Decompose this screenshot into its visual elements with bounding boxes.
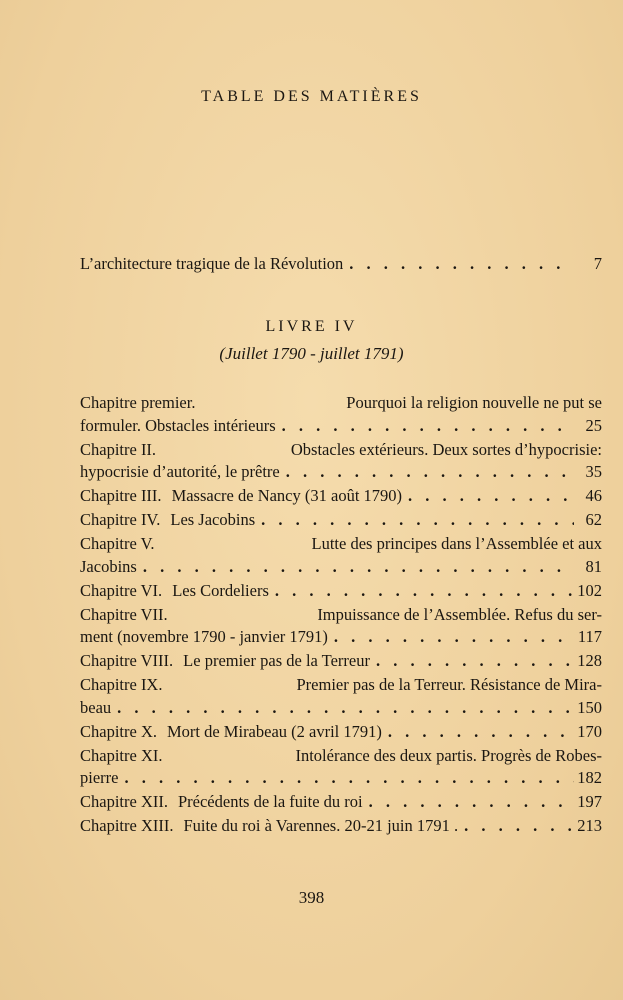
toc-entry — [80, 580, 602, 603]
chapter-title-continued: pierre — [80, 768, 119, 787]
page-title: TABLE DES MATIÈRES — [201, 88, 422, 105]
chapter-page: 102 — [577, 580, 602, 600]
chapter-page: 35 — [585, 462, 602, 481]
toc-entry — [80, 392, 602, 437]
chapter-title: Lutte des principes dans l’Assemblée et aux — [311, 534, 602, 553]
chapter-title-continued: formuler. Obstacles intérieurs — [80, 415, 276, 435]
chapter-page: 170 — [577, 721, 602, 741]
chapter-page: 62 — [585, 510, 602, 529]
dot-leader — [137, 556, 574, 579]
toc-entry — [80, 509, 602, 532]
chapter-title: Fuite du roi à Varennes. 20-21 juin 1791 . — [183, 816, 459, 835]
chapter-title: Le premier pas de la Terreur — [183, 651, 370, 670]
chapter-label: Chapitre premier. — [80, 393, 196, 412]
chapter-label: Chapitre VIII. — [80, 651, 174, 670]
livre-dates: (Juillet 1790 - juillet 1791) — [219, 344, 404, 363]
chapter-label: Chapitre II. — [80, 439, 157, 459]
chapter-page: 150 — [577, 697, 602, 717]
chapter-label: Chapitre XIII. — [80, 816, 174, 835]
chapter-page: 197 — [577, 792, 602, 811]
dot-leader — [343, 254, 574, 274]
chapter-page: 182 — [577, 768, 602, 787]
chapter-page: 81 — [585, 556, 602, 576]
toc-entry — [80, 650, 602, 673]
chapter-label: Chapitre X. — [80, 721, 157, 741]
chapter-title: Les Jacobins — [170, 510, 256, 529]
chapter-title: Les Cordeliers — [172, 580, 269, 600]
chapter-label: Chapitre IV. — [80, 510, 161, 529]
toc-entry — [80, 604, 602, 649]
chapter-title: Obstacles extérieurs. Deux sortes d’hypocrisie: — [290, 439, 602, 459]
chapter-label: Chapitre VII. — [80, 604, 168, 624]
toc-entry — [80, 485, 602, 508]
chapter-title: Mort de Mirabeau (2 avril 1791) — [166, 721, 382, 741]
chapter-title: Massacre de Nancy (31 août 1790) — [171, 486, 403, 505]
dot-leader — [363, 791, 574, 814]
dot-leader — [328, 626, 574, 649]
chapter-label: Chapitre V. — [80, 534, 155, 553]
toc-entry — [80, 674, 602, 719]
toc-entry — [80, 791, 602, 814]
chapter-label: Chapitre IX. — [80, 675, 163, 694]
toc-entry — [80, 533, 602, 578]
intro-entry — [80, 254, 602, 274]
chapter-page: 25 — [585, 415, 602, 435]
chapter-page: 213 — [577, 816, 602, 835]
dot-leader — [111, 697, 574, 720]
chapter-title: Précédents de la fuite du roi — [177, 792, 363, 811]
chapter-title-continued: ment (novembre 1790 - janvier 1791) — [80, 627, 328, 646]
table-of-contents — [80, 392, 602, 839]
dot-leader — [280, 461, 574, 484]
chapter-label: Chapitre XI. — [80, 745, 163, 765]
chapter-page: 117 — [577, 627, 602, 646]
dot-leader — [276, 415, 574, 438]
dot-leader — [255, 509, 574, 532]
toc-entry — [80, 815, 602, 838]
toc-entry — [80, 439, 602, 484]
chapter-title: Premier pas de la Terreur. Résistance de Mira- — [296, 675, 602, 694]
toc-entry — [80, 745, 602, 790]
chapter-title: Pourquoi la religion nouvelle ne put se — [346, 393, 602, 412]
chapter-page: 128 — [577, 651, 602, 670]
chapter-title: Impuissance de l’Assemblée. Refus du ser- — [317, 604, 602, 624]
chapter-title: Intolérance des deux partis. Progrès de Robes- — [295, 745, 602, 765]
dot-leader — [382, 721, 574, 744]
chapter-title-continued: beau — [80, 697, 112, 717]
dot-leader — [402, 485, 574, 508]
chapter-label: Chapitre III. — [80, 486, 162, 505]
dot-leader — [118, 767, 574, 790]
chapter-title-continued: Jacobins — [80, 556, 137, 576]
toc-entry — [80, 721, 602, 744]
dot-leader — [370, 650, 574, 673]
page-number: 398 — [298, 888, 325, 907]
dot-leader — [269, 580, 574, 603]
dot-leader — [458, 815, 574, 838]
chapter-title-continued: hypocrisie d’autorité, le prêtre — [80, 462, 280, 481]
livre-heading: LIVRE IV — [265, 318, 358, 335]
chapter-page: 46 — [585, 486, 602, 505]
chapter-label: Chapitre VI. — [80, 580, 163, 600]
intro-entry-title: L’architecture tragique de la Révolution — [80, 254, 344, 273]
chapter-label: Chapitre XII. — [80, 792, 168, 811]
intro-entry-page: 7 — [593, 254, 602, 273]
